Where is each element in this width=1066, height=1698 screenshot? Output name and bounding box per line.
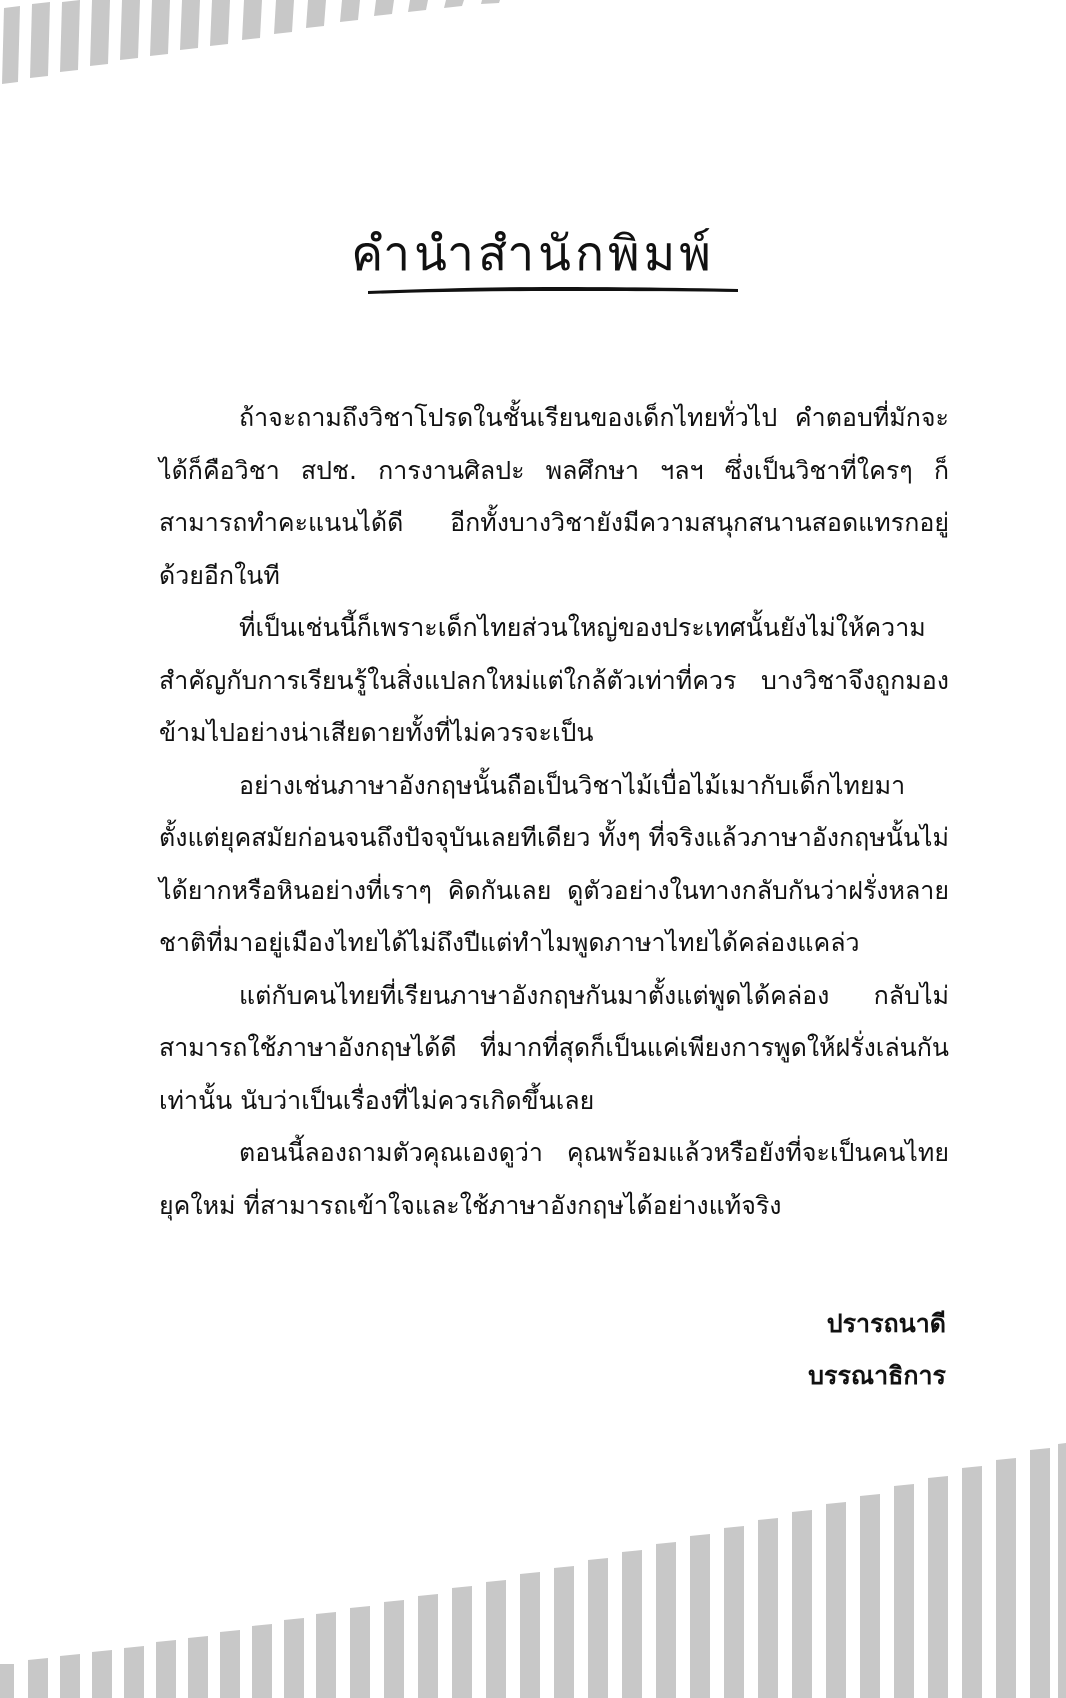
page-title: คำนำสำนักพิมพ์ bbox=[351, 226, 715, 282]
foreword-body bbox=[159, 392, 949, 1232]
page-title-container bbox=[0, 222, 1066, 286]
paragraph-1: ถ้าจะถามถึงวิชาโปรดในชั้นเรียนของเด็กไทยทั่วไป คำตอบที่มักจะได้ก็คือวิชา สปช. การงานศิลปะ พลศึกษา ฯลฯ ซึ่งเป็นวิชาที่ใครๆ ก็สามารถทำคะแนนได้ดี อีกทั้งบางวิชายังมีความสนุกสนานสอดแทรกอยู่ด้วยอีกในที bbox=[159, 403, 949, 590]
signature-author: บรรณาธิการ bbox=[808, 1361, 946, 1390]
paragraph-2: ที่เป็นเช่นนี้ก็เพราะเด็กไทยส่วนใหญ่ของประเทศนั้นยังไม่ให้ความสำคัญกับการเรียนรู้ในสิ่งแปลกใหม่แต่ใกล้ตัวเท่าที่ควร บางวิชาจึงถูกมองข้ามไปอย่างน่าเสียดายทั้งที่ไม่ควรจะเป็น bbox=[159, 613, 949, 747]
paragraph-4: แต่กับคนไทยที่เรียนภาษาอังกฤษกันมาตั้งแต่พูดได้คล่อง กลับไม่สามารถใช้ภาษาอังกฤษได้ดี ที่มากที่สุดก็เป็นแค่เพียงการพูดให้ฝรั่งเล่นกันเท่านั้น นับว่าเป็นเรื่องที่ไม่ควรเกิดขึ้นเลย bbox=[159, 980, 949, 1115]
signature-block bbox=[808, 1298, 946, 1402]
signature-closing: ปรารถนาดี bbox=[826, 1309, 946, 1338]
title-underline bbox=[366, 283, 740, 297]
paragraph-5: ตอนนี้ลองถามตัวคุณเองดูว่า คุณพร้อมแล้วหรือยังที่จะเป็นคนไทยยุคใหม่ ที่สามารถเข้าใจและใช้ภาษาอังกฤษได้อย่างแท้จริง bbox=[159, 1138, 949, 1220]
bottom-stripe-decoration bbox=[0, 1398, 1066, 1698]
paragraph-3: อย่างเช่นภาษาอังกฤษนั้นถือเป็นวิชาไม้เบื่อไม้เมากับเด็กไทยมาตั้งแต่ยุคสมัยก่อนจนถึงปัจจุบันเลยทีเดียว ทั้งๆ ที่จริงแล้วภาษาอังกฤษนั้นไม่ได้ยากหรือหินอย่างที่เราๆ คิดกันเลย ดูตัวอย่างในทางกลับกันว่าฝรั่งหลายชาติที่มาอยู่เมืองไทยได้ไม่ถึงปีแต่ทำไมพูดภาษาไทยได้คล่องแคล่ว bbox=[159, 770, 949, 957]
top-stripe-decoration bbox=[0, 0, 520, 90]
